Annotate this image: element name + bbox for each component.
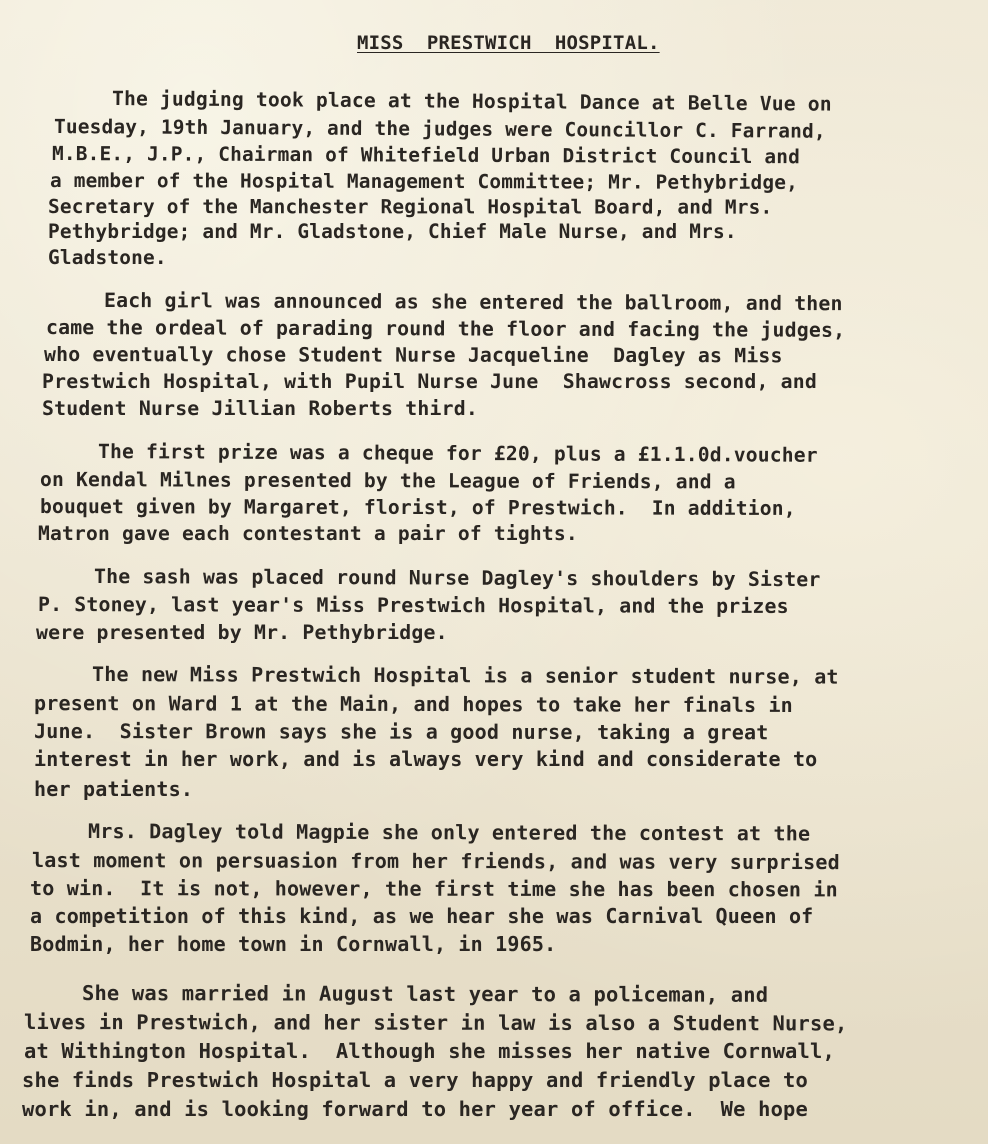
text-line: Gladstone. (48, 246, 167, 269)
text-line: at Withington Hospital. Although she misses her native Cornwall, (24, 1039, 835, 1063)
text-line: who eventually chose Student Nurse Jacqueline Dagley as Miss (43, 343, 783, 368)
text-line: on Kendal Milnes presented by the League of Friends, and a (39, 468, 736, 494)
text-line: present on Ward 1 at the Main, and hopes to take her finals in (33, 691, 793, 717)
text-line: work in, and is looking forward to her year of office. We hope (22, 1097, 809, 1121)
text-line: The new Miss Prestwich Hospital is a senior student nurse, at (91, 662, 839, 689)
text-line: The sash was placed round Nurse Dagley's shoulders by Sister (93, 565, 821, 592)
text-line: Tuesday, 19th January, and the judges were Councillor C. Farrand, (53, 115, 826, 143)
text-line: P. Stoney, last year's Miss Prestwich Hospital, and the prizes (37, 593, 789, 618)
text-line: Bodmin, her home town in Cornwall, in 1965. (30, 932, 557, 956)
text-line: a member of the Hospital Management Committee; Mr. Pethybridge, (49, 169, 799, 194)
text-line: her patients. (34, 777, 194, 801)
text-line: June. Sister Brown says she is a good nurse, taking a great (33, 719, 769, 745)
text-line: lives in Prestwich, and her sister in law is also a Student Nurse, (23, 1010, 848, 1036)
text-line: to win. It is not, however, the first time she has been chosen in (29, 876, 838, 902)
text-line: Each girl was announced as she entered the ballroom, and then (103, 289, 843, 316)
text-line: interest in her work, and is always very kind and considerate to (34, 747, 818, 771)
text-line: She was married in August last year to a policeman, and (81, 981, 769, 1007)
text-line: a competition of this kind, as we hear she was Carnival Queen of (30, 904, 814, 928)
text-line: Secretary of the Manchester Regional Hospital Board, and Mrs. (47, 195, 773, 219)
text-line: Mrs. Dagley told Magpie she only entered the contest at the (87, 819, 811, 846)
text-line: were presented by Mr. Pethybridge. (36, 621, 448, 644)
text-line: last moment on persuasion from her friends, and was very surprised (31, 848, 840, 875)
text-line: Matron gave each contestant a pair of tights. (38, 522, 578, 545)
text-line: she finds Prestwich Hospital a very happy and friendly place to (22, 1068, 809, 1092)
text-line: Student Nurse Jillian Roberts third. (42, 397, 478, 420)
text-line: M.B.E., J.P., Chairman of Whitefield Urban District Council and (51, 142, 801, 169)
document-title: MISS PRESTWICH HOSPITAL. (357, 32, 660, 54)
text-line: The first prize was a cheque for £20, plus a £1.1.0d.voucher (97, 440, 818, 467)
text-line: Prestwich Hospital, with Pupil Nurse June Shawcross second, and (42, 370, 817, 393)
text-line: The judging took place at the Hospital Dance at Belle Vue on (111, 87, 832, 116)
text-line: bouquet given by Margaret, florist, of Prestwich. In addition, (39, 495, 796, 520)
text-line: came the ordeal of parading round the floor and facing the judges, (45, 316, 846, 342)
text-line: Pethybridge; and Mr. Gladstone, Chief Male Nurse, and Mrs. (48, 220, 737, 243)
